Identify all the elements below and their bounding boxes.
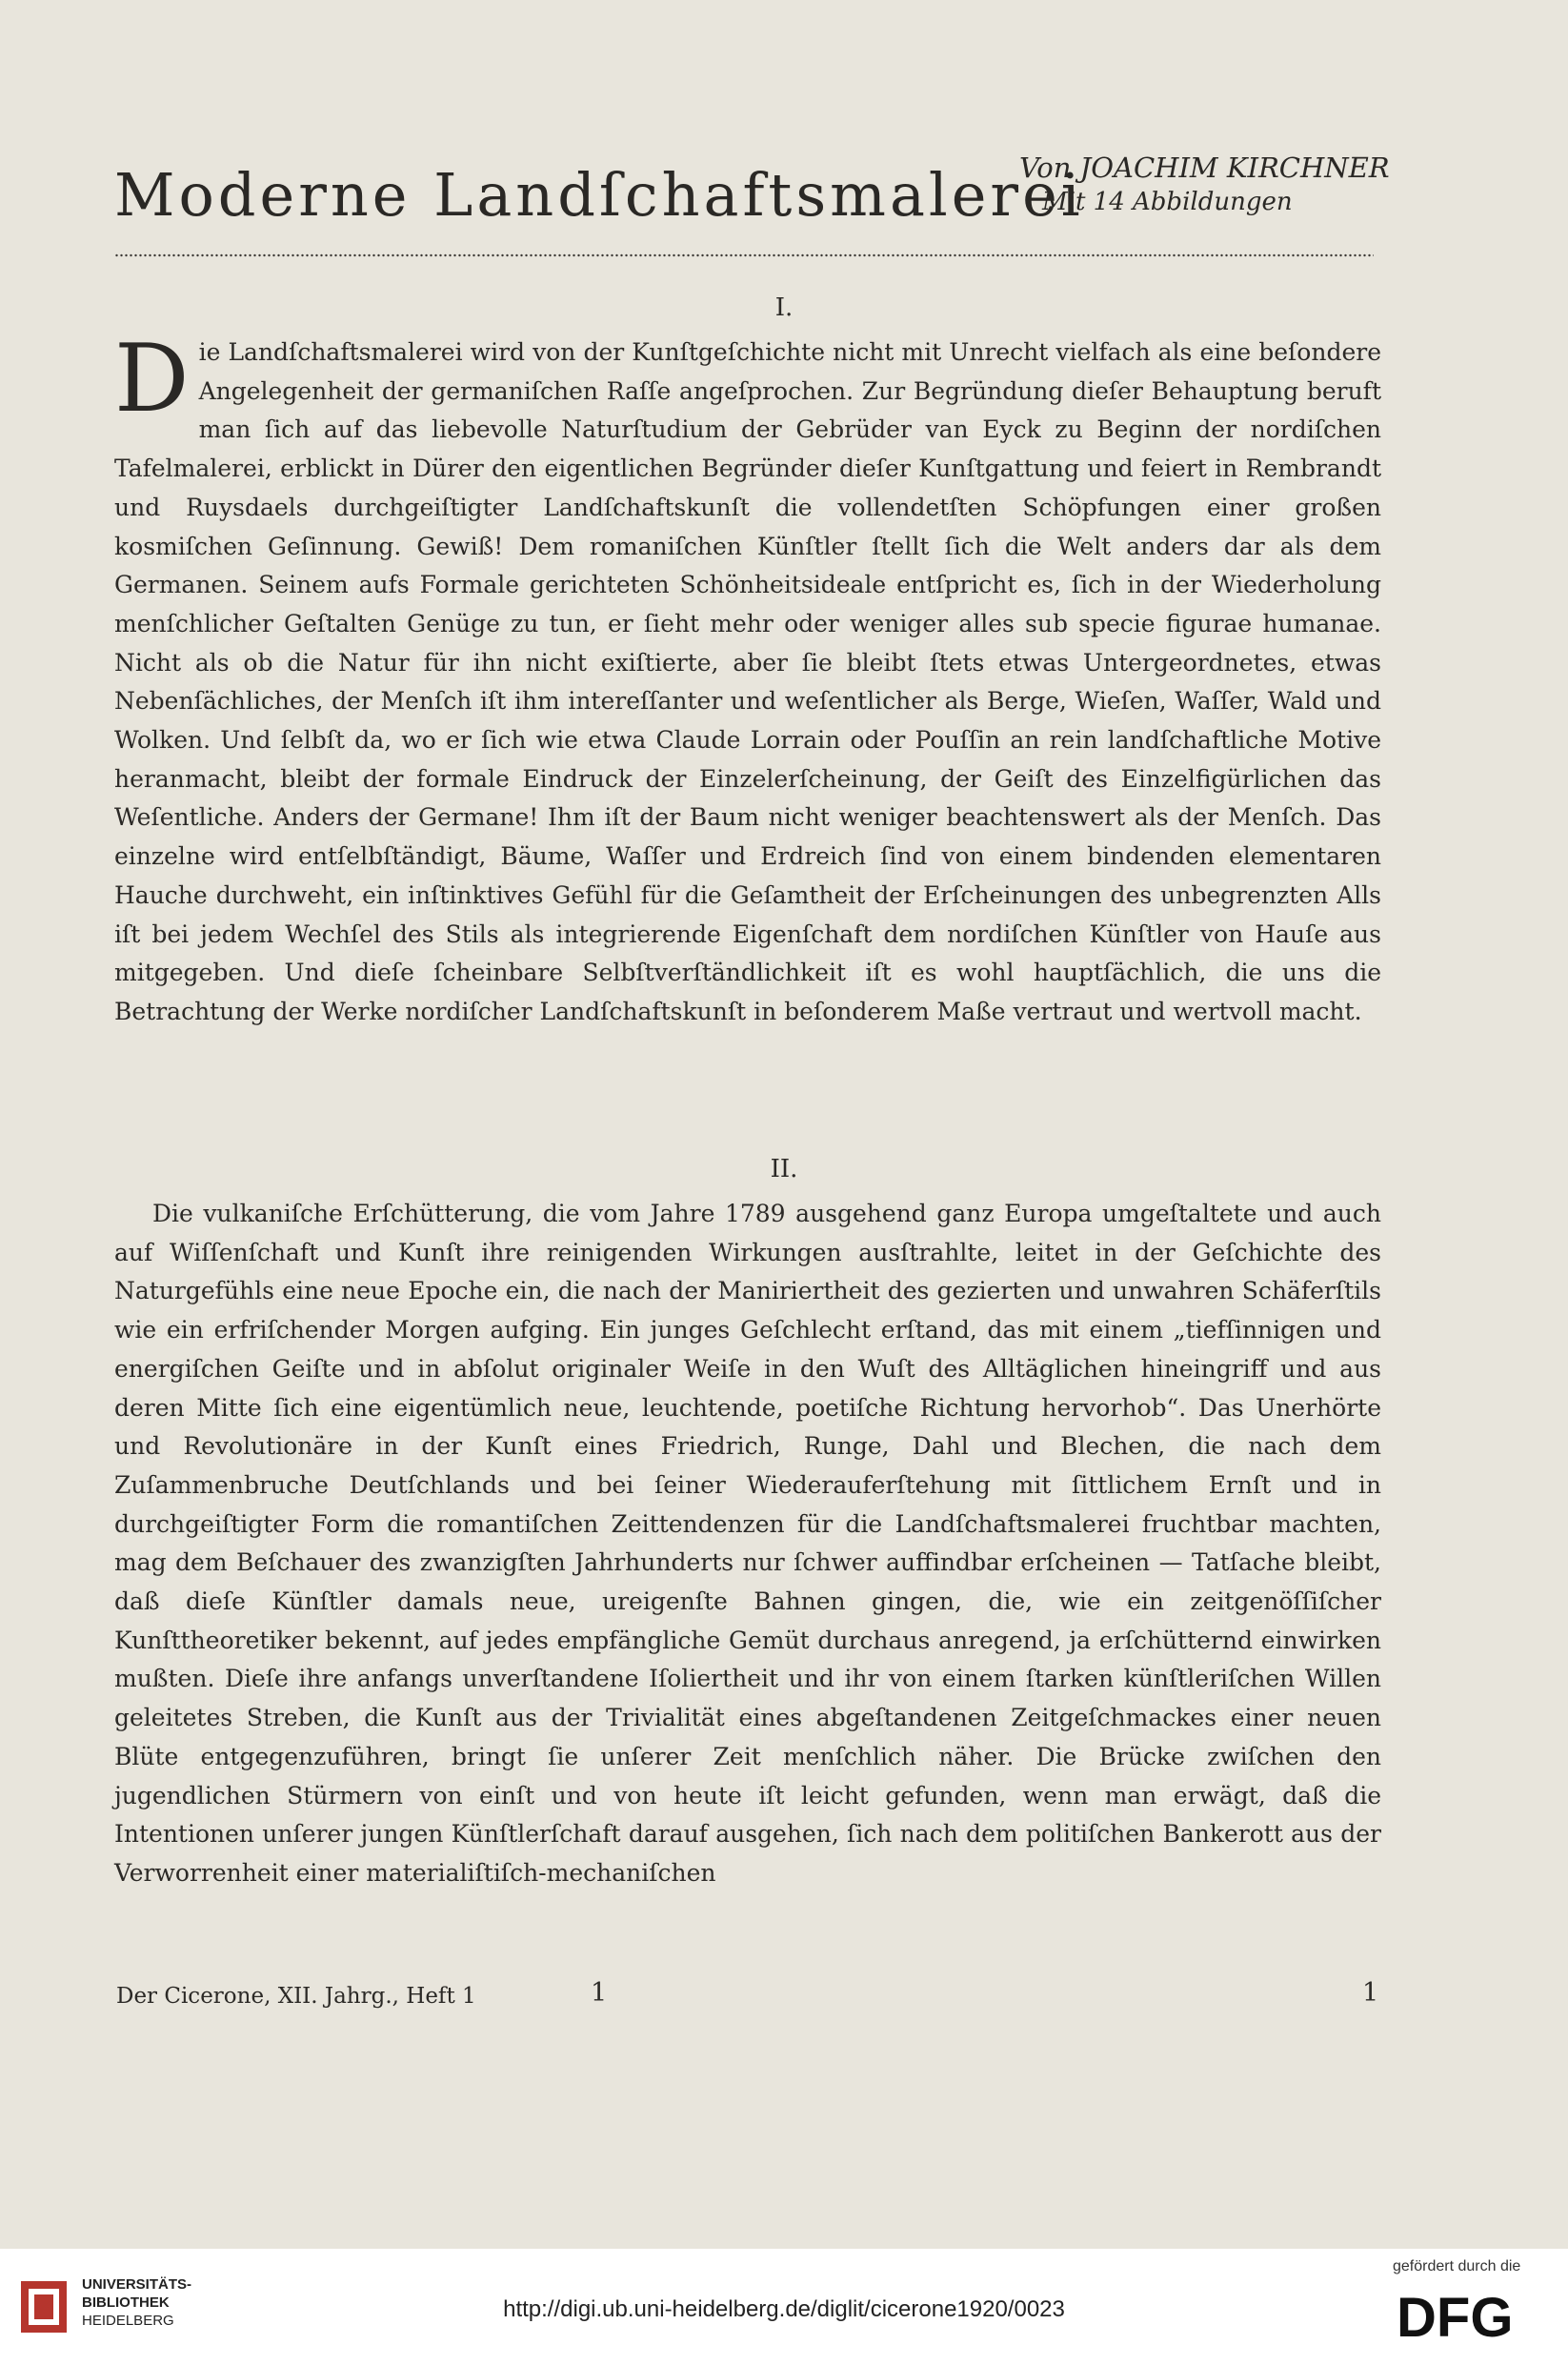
- journal-reference: Der Cicerone, XII. Jahrg., Heft 1: [116, 1984, 476, 2009]
- section-number-1: I.: [774, 293, 794, 322]
- drop-cap: D: [114, 325, 190, 434]
- paragraph: Die vulkaniſche Erſchütterung, die vom Jahre 1789 ausgehend ganz Europa umgeſtaltete und auch auf Wiſſenſchaft und Kunſt ihre reinigenden Wirkungen ausſtrahlte, leitet in der Geſchichte des Naturgefühls eine neue Epoche ein, die nach der Maniriertheit des gezierten und unwahren Schäferſtils wie ein erfriſchender Morgen aufging. Ein junges Geſchlecht erſtand, das mit einem „tiefſinnigen und energiſchen Geiſte und in abſolut originaler Weiſe in den Wuſt des Alltäglichen hineingriff und aus deren Mitte ſich eine eigentümlich neue, leuchtende, poetiſche Richtung hervorhob“. Das Unerhörte und Revolutionäre in der Kunſt eines Friedrich, Runge, Dahl und Blechen, die nach dem Zuſammenbruche Deutſchlands und bei ſeiner Wiederauferſtehung mit ſittlichem Ernſt und in durchgeiſtigter Form die romantiſchen Zeittendenzen für die Landſchaftsmalerei fruchtbar machten, mag dem Beſchauer des zwanzigſten Jahrhunderts nur ſchwer auffindbar erſcheinen — Tatſache bleibt, daß dieſe Künſtler damals neue, ureigenſte Bahnen gingen, die, wie ein zeitgenöſſiſcher Kunſttheoretiker bekennt, auf jedes empfängliche Gemüt durchaus anregend, ja erſchütternd einwirken mußten. Dieſe ihre anfangs unverſtandene Iſoliertheit und ihr von einem ſtarken künſtleriſchen Willen geleitetes Streben, die Kunſt aus der Trivialität eines abgeſtandenen Zeitgeſchmackes einer neuen Blüte entgegenzuführen, bringt ſie unſerer Zeit menſchlich näher. Die Brücke zwiſchen den jugendlichen Stürmern von einſt und von heute iſt leicht gefunden, wenn man erwägt, daß die Intentionen unſerer jungen Künſtlerſchaft darauf ausgehen, ſich nach dem politiſchen Bankerott aus der Verworrenheit einer materialiſtiſch-mechaniſchen: [114, 1200, 1381, 1887]
- source-url-link[interactable]: http://digi.ub.uni-heidelberg.de/diglit/cicerone1920/0023: [503, 2296, 1065, 2322]
- illustrations-note: Mit 14 Abbildungen: [1042, 188, 1293, 216]
- article-header: [114, 143, 1390, 248]
- section-number-2: II.: [770, 1155, 798, 1183]
- article-title: Moderne Landſchaftsmalerei: [114, 160, 1084, 230]
- university-line: BIBLIOTHEK: [82, 2294, 170, 2311]
- dotted-rule: [114, 253, 1374, 257]
- byline: [1019, 151, 1391, 219]
- dfg-logo-icon[interactable]: [1397, 2287, 1549, 2344]
- section-1-text: [114, 325, 1381, 1032]
- paragraph: [114, 325, 1381, 1032]
- university-line: UNIVERSITÄTS-: [82, 2276, 192, 2293]
- paragraph-text: ie Landſchaftsmalerei wird von der Kunſtgeſchichte nicht mit Unrecht vielfach als eine beſondere Angelegenheit der germaniſchen Raſſe angeſprochen. Zur Begründung dieſer Behauptung beruft man ſich auf das liebevolle Naturſtudium der Gebrüder van Eyck zu Beginn der nordiſchen Tafelmalerei, erblickt in Dürer den eigentlichen Begründer dieſer Kunſtgattung und feiert in Rembrandt und Ruysdaels durchgeiſtigter Landſchaftskunſt die vollendetſten Schöpfungen einer großen kosmiſchen Geſinnung. Gewiß! Dem romaniſchen Künſtler ſtellt ſich die Welt anders dar als dem Germanen. Seinem aufs Formale gerichteten Schönheitsideale entſpricht es, ſich in der Wiederholung menſchlicher Geſtalten Genüge zu tun, er ſieht mehr oder weniger alles sub specie figurae humanae. Nicht als ob die Natur für ihn nicht exiſtierte, aber ſie bleibt ſtets etwas Untergeordnetes, etwas Nebenſächliches, der Menſch iſt ihm intereſſanter und weſentlicher als Berge, Wieſen, Waſſer, Wald und Wolken. Und ſelbſt da, wo er ſich wie etwa Claude Lorrain oder Pouſſin an rein landſchaftliche Motive heranmacht, bleibt der formale Eindruck der Einzelerſcheinung, der Geiſt des Einzelfigürlichen das Weſentliche. Anders der Germane! Ihm iſt der Baum nicht weniger beachtenswert als der Menſch. Das einzelne wird entſelbſtändigt, Bäume, Waſſer und Erdreich ſind von einem bindenden elementaren Hauche durchweht, ein inſtinktives Gefühl für die Geſamtheit der Erſcheinungen des unbegrenzten Alls iſt bei jedem Wechſel des Stils als integrierende Eigenſchaft dem nordiſchen Künſtler von Hauſe aus mitgegeben. Und dieſe ſcheinbare Selbſtverſtändlichkeit iſt es wohl hauptſächlich, die uns die Betrachtung der Werke nordiſcher Landſchaftskunſt in beſonderem Maße vertraut und wertvoll macht.: [114, 338, 1381, 1025]
- page-number: 1: [1362, 1978, 1379, 2008]
- author-line: Von JOACHIM KIRCHNER: [1019, 152, 1390, 184]
- university-line: HEIDELBERG: [82, 2313, 174, 2329]
- section-2-text: [114, 1195, 1381, 1893]
- signature-mark: 1: [591, 1978, 608, 2008]
- dfg-logo-text: DFG: [1397, 2287, 1514, 2344]
- funding-label: gefördert durch die: [1393, 2258, 1521, 2274]
